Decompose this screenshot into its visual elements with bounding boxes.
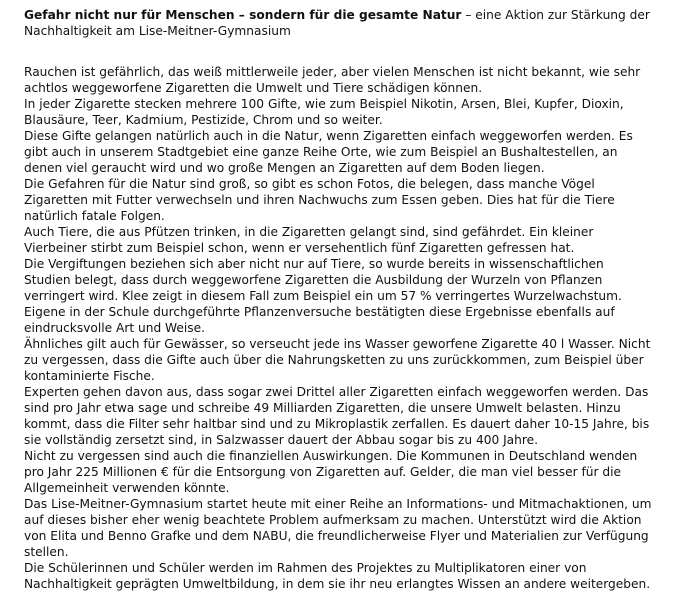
paragraph-plants: Die Vergiftungen beziehen sich aber nicht nur auf Tiere, so wurde bereits in wissenschaftlichen Studien belegt, dass durch weggeworfene Zigaretten die Ausbildung der Wurzeln von Pflanzen verringert wird. Klee zeigt in diesem Fall zum Beispiel ein um 57 % verringertes Wurzelwachstum. Eigene in der Schule durchgeführte Pflanzenversuche bestätigten diese Ergebnisse ebenfalls auf eindrucksvolle Art und Weise.: [24, 257, 622, 335]
paragraph-finances: Nicht zu vergessen sind auch die finanziellen Auswirkungen. Die Kommunen in Deutschland wenden pro Jahr 225 Millionen € für die Entsorgung von Zigaretten auf. Gelder, die man viel besser für die Allgemeinheit verwenden könnte.: [24, 449, 638, 495]
paragraph-animals-puddles: Auch Tiere, die aus Pfützen trinken, in die Zigaretten gelangt sind, sind gefährdet. Ein kleiner Vierbeiner stirbt zum Beispiel schon, wenn er versehentlich fünf Zigaretten gefressen hat.: [24, 225, 594, 255]
paragraph-experts: Experten gehen davon aus, dass sogar zwei Drittel aller Zigaretten einfach weggeworfen werden. Das sind pro Jahr etwa sage und schreibe 49 Milliarden Zigaretten, die unsere Umwelt belasten. Hinzu kommt, dass die Filter sehr haltbar sind und zu Mikroplastik zerfallen. Es dauert daher 10-15 Jahre, bis sie vollständig zersetzt sind, in Salzwasser dauert der Abbau sogar bis zu 400 Jahre.: [24, 385, 650, 447]
heading-bold-title: Gefahr nicht nur für Menschen – sondern für die gesamte Natur: [24, 8, 462, 22]
paragraph-birds: Die Gefahren für die Natur sind groß, so gibt es schon Fotos, die belegen, dass manche Vögel Zigaretten mit Futter verwechseln und ihren Nachwuchs zum Essen geben. Dies hat für die Tiere natürlich fatale Folgen.: [24, 177, 615, 223]
paragraph-poisons-nature: Diese Gifte gelangen natürlich auch in die Natur, wenn Zigaretten einfach weggeworfen werden. Es gibt auch in unserem Stadtgebiet eine ganze Reihe Orte, wie zum Beispiel an Bushaltestellen, an denen viel geraucht wird und wo große Mengen an Zigaretten auf dem Boden liegen.: [24, 129, 633, 175]
document-body: [24, 7, 654, 592]
paragraph-water: Ähnliches gilt auch für Gewässer, so verseucht jede ins Wasser geworfene Zigarette 40 l Wasser. Nicht zu vergessen, dass die Gifte auch über die Nahrungsketten zu uns zurückkommen, zum Beispiel über kontaminierte Fische.: [24, 337, 651, 383]
paragraph-poisons-list: In jeder Zigarette stecken mehrere 100 Gifte, wie zum Beispiel Nikotin, Arsen, Blei, Kupfer, Dioxin, Blausäure, Teer, Kadmium, Pestizide, Chrom und so weiter.: [24, 97, 624, 127]
paragraph-students: Die Schülerinnen und Schüler werden im Rahmen des Projektes zu Multiplikatoren einer von Nachhaltigkeit geprägten Umweltbildung, in dem sie ihr neu erlangtes Wissen an andere weitergeben.: [24, 561, 651, 591]
heading-subtitle: – eine Aktion zur Stärkung der Nachhaltigkeit am Lise-Meitner-Gymnasium: [24, 8, 650, 38]
paragraph-school-action: Das Lise-Meitner-Gymnasium startet heute mit einer Reihe an Informations- und Mitmachaktionen, um auf dieses bisher eher wenig beachtete Problem aufmerksam zu machen. Unterstützt wird die Aktion von Elita und Benno Grafke und dem NABU, die freundlicherweise Flyer und Materialien zur Verfügung stellen.: [24, 497, 652, 559]
document-heading: [24, 7, 654, 39]
paragraph-intro: Rauchen ist gefährlich, das weiß mittlerweile jeder, aber vielen Menschen ist nicht bekannt, wie sehr achtlos weggeworfene Zigaretten die Umwelt und Tiere schädigen können.: [24, 65, 641, 95]
